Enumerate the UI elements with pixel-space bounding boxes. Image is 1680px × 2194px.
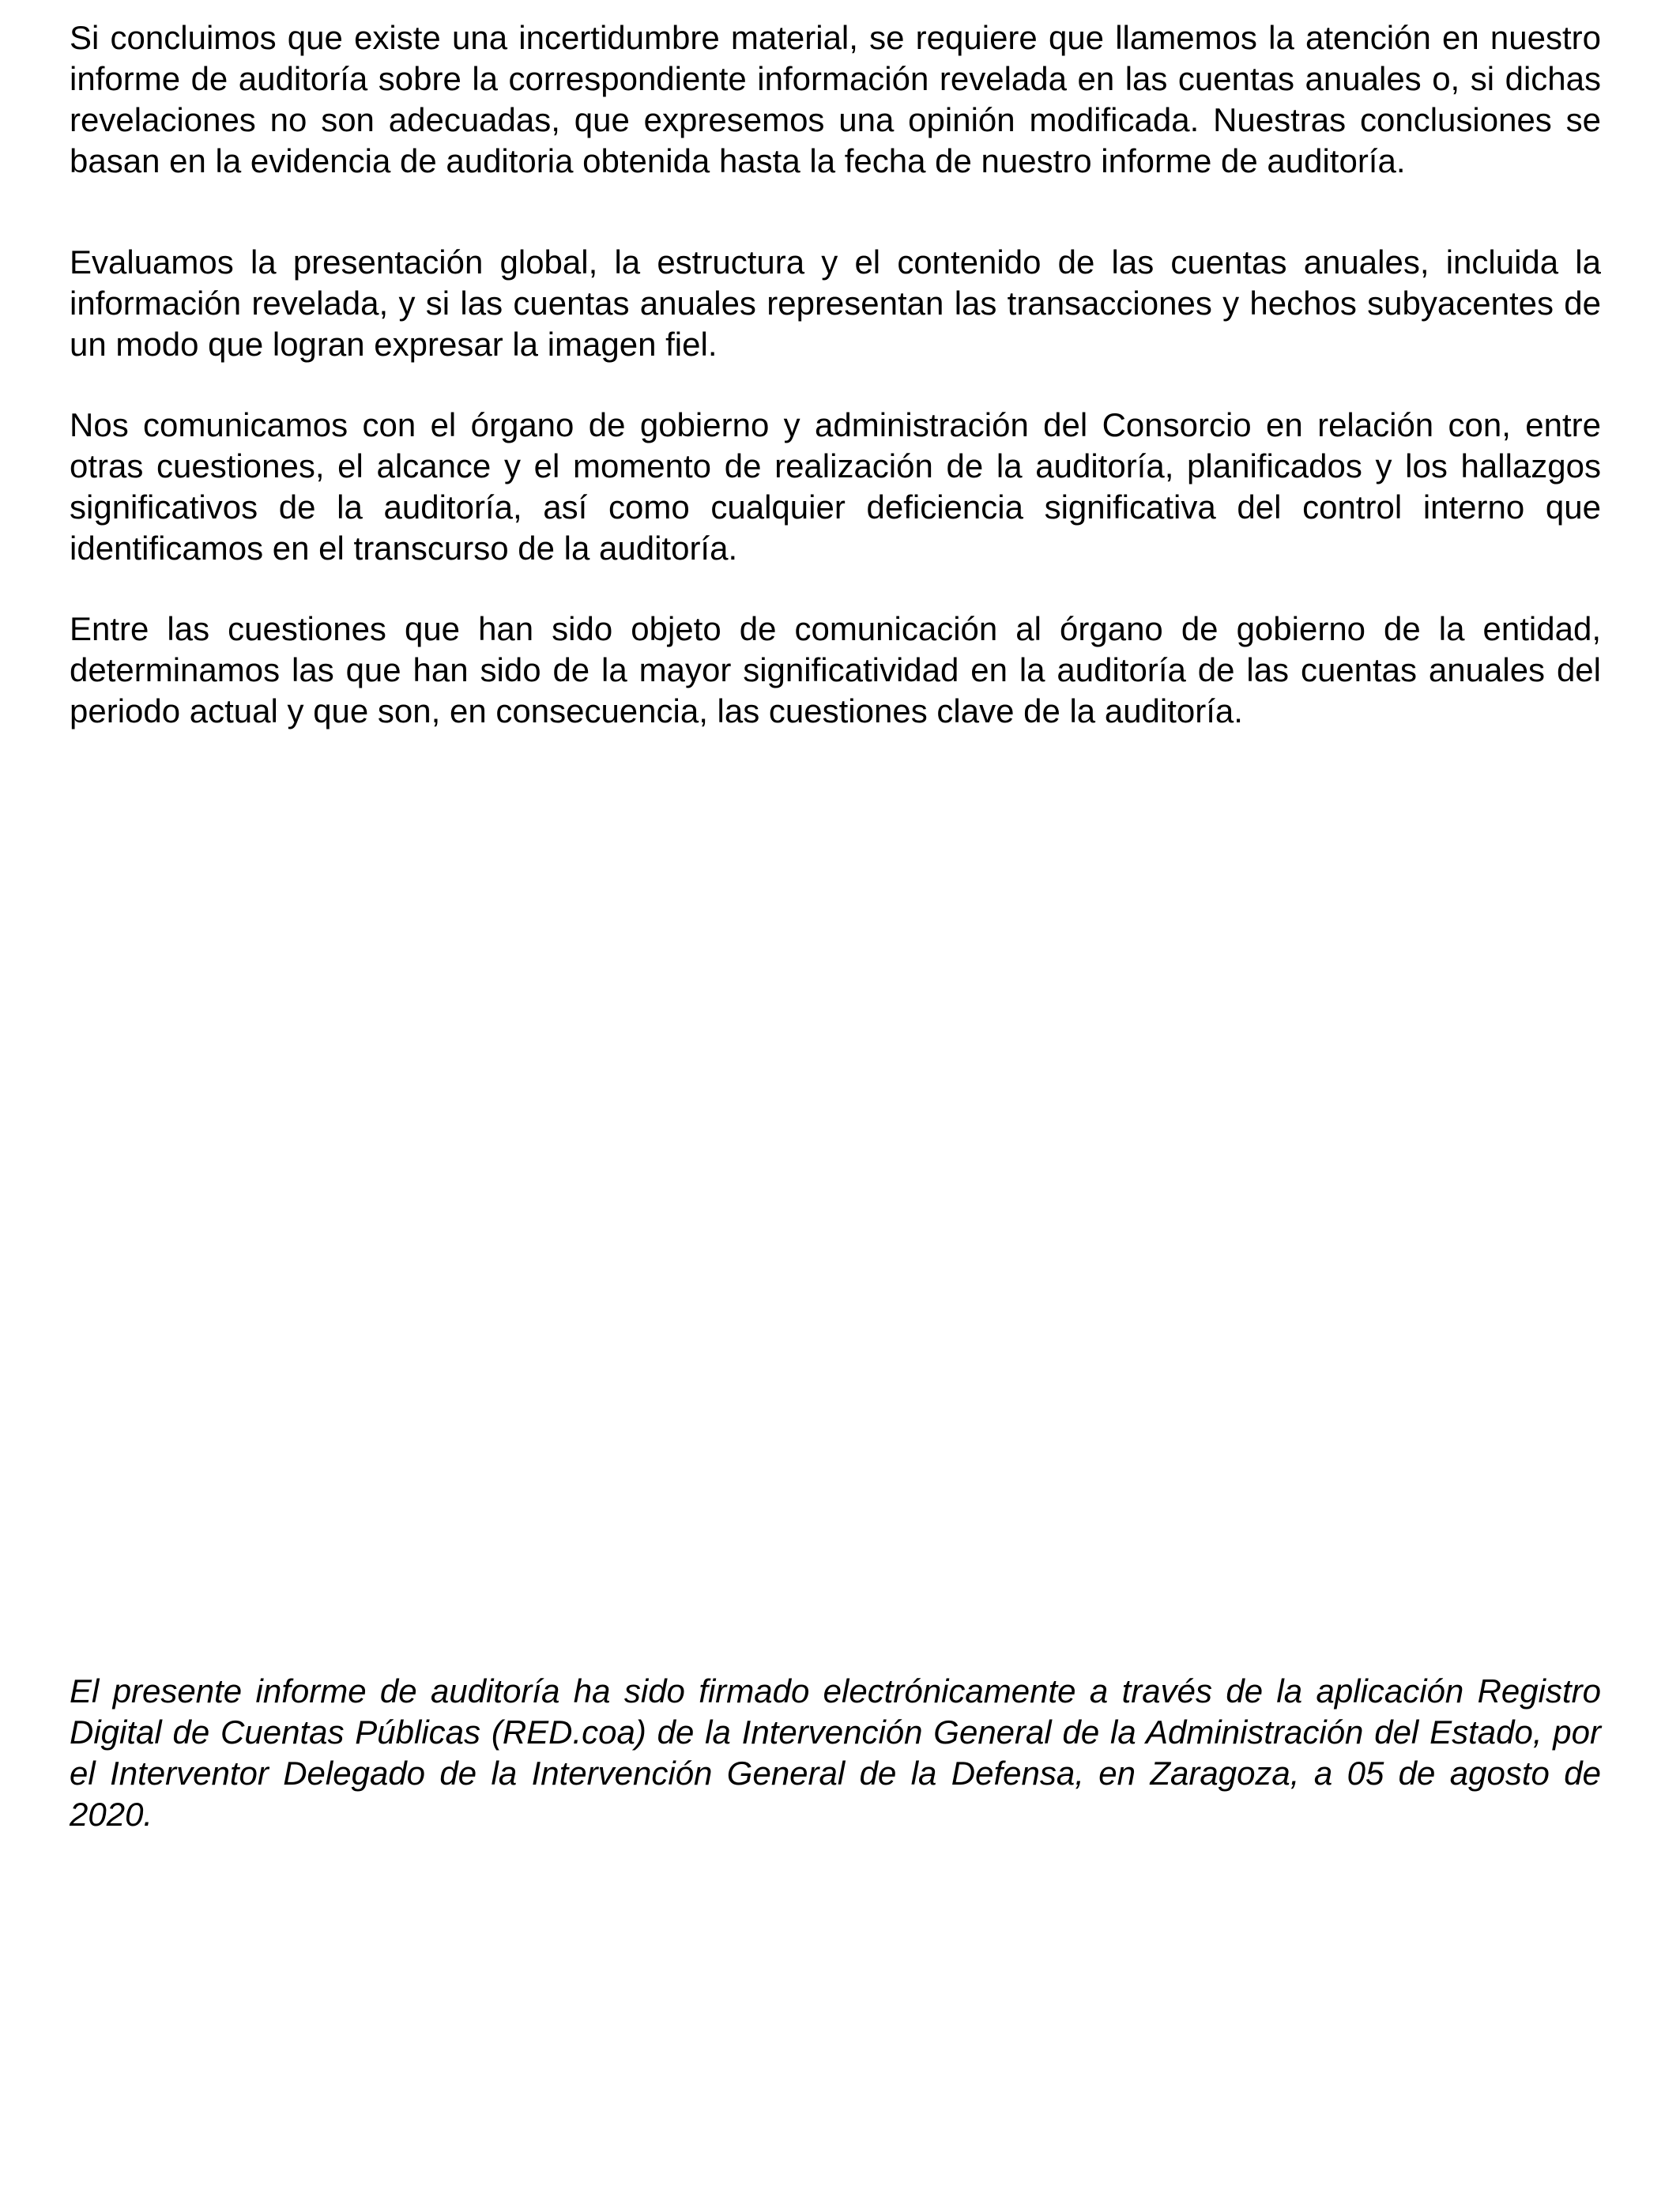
- paragraph-governance-communication: Nos comunicamos con el órgano de gobierno y administración del Consorcio en relación con, entre otras cuestiones, el alcance y el momento de realización de la auditoría, planificados y los hallazgos significativos de la auditoría, así como cualquier deficiencia significativa del control interno que identificamos en el transcurso de la auditoría.: [70, 406, 1601, 567]
- electronic-signature-note: El presente informe de auditoría ha sido firmado electrónicamente a través de la aplicación Registro Digital de Cuentas Públicas (RED.coa) de la Intervención General de la Administración del Estado, por el Interventor Delegado de la Intervención General de la Defensa, en Zaragoza, a 05 de agosto de 2020.: [70, 1672, 1601, 1833]
- paragraph-global-presentation: Evaluamos la presentación global, la estructura y el contenido de las cuentas anuales, incluida la información revelada, y si las cuentas anuales representan las transacciones y hechos subyacentes de un modo que logran expresar la imagen fiel.: [70, 243, 1601, 363]
- paragraph-material-uncertainty: Si concluimos que existe una incertidumbre material, se requiere que llamemos la atención en nuestro informe de auditoría sobre la correspondiente información revelada en las cuentas anuales o, si dichas revelaciones no son adecuadas, que expresemos una opinión modificada. Nuestras conclusiones se basan en la evidencia de auditoria obtenida hasta la fecha de nuestro informe de auditoría.: [70, 19, 1601, 179]
- paragraph-key-audit-matters: Entre las cuestiones que han sido objeto de comunicación al órgano de gobierno de la entidad, determinamos las que han sido de la mayor significatividad en la auditoría de las cuentas anuales del periodo actual y que son, en consecuencia, las cuestiones clave de la auditoría.: [70, 610, 1601, 729]
